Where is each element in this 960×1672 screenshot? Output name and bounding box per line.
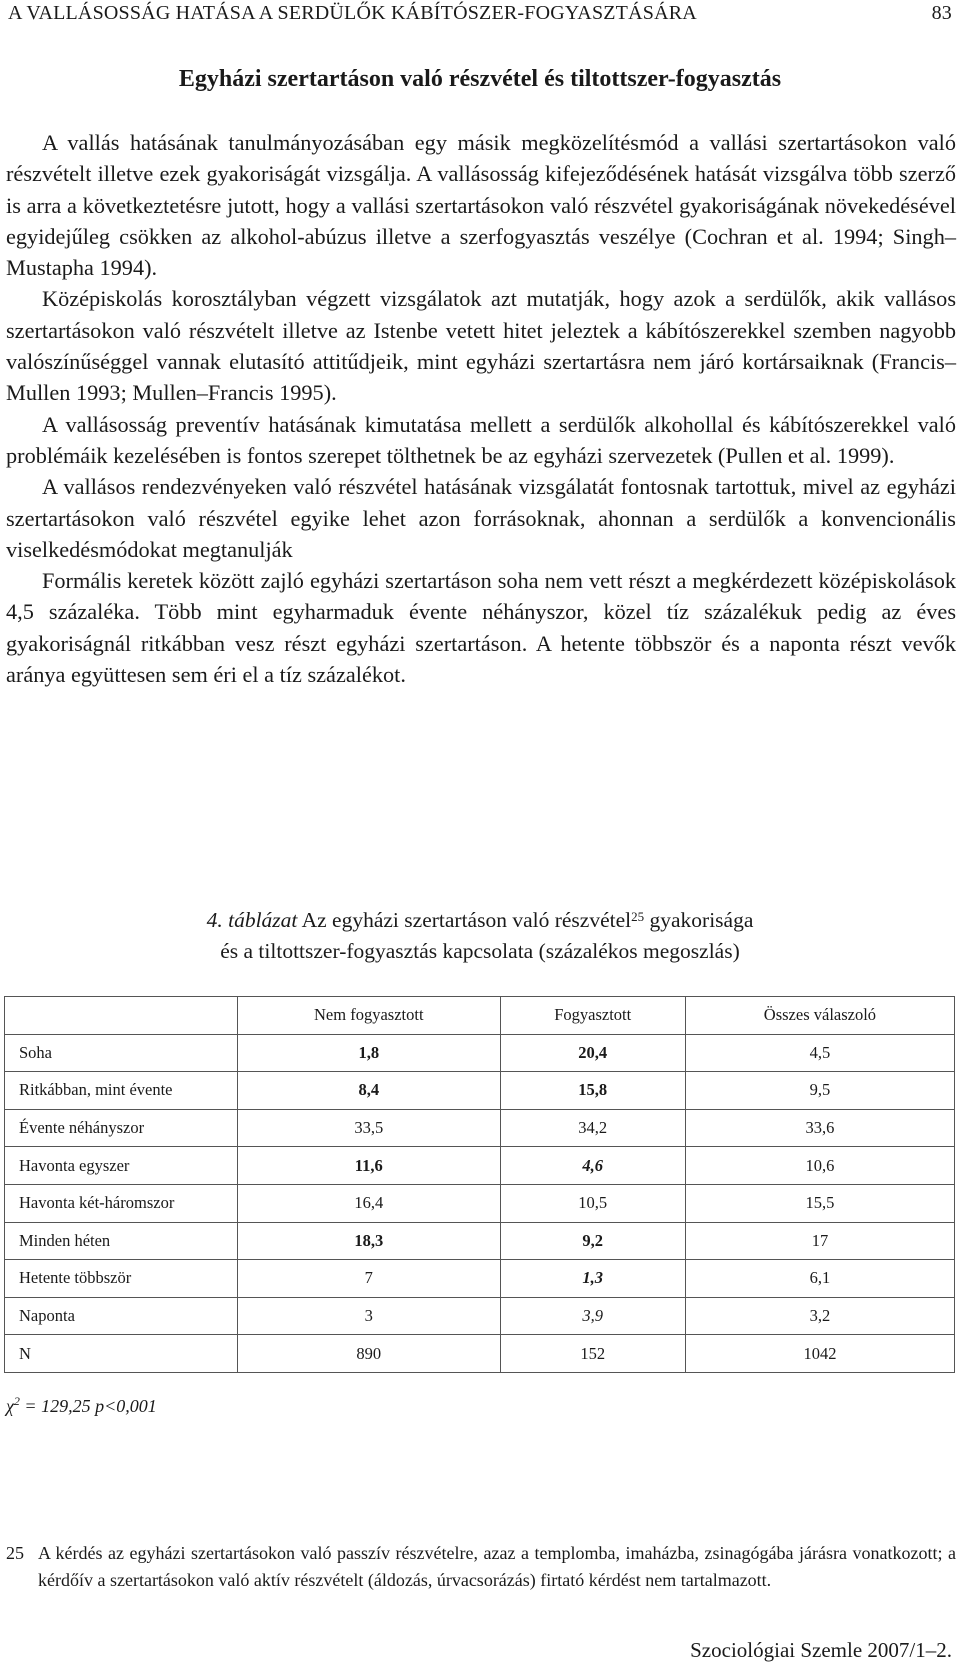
table-cell: 15,8 <box>500 1072 685 1110</box>
table-row <box>5 1147 955 1185</box>
paragraph: Formális keretek között zajló egyházi szertartáson soha nem vett részt a megkérdezett középiskolások 4,5 százaléka. Több mint egyharmaduk évente néhányszor, közel tíz százalékuk pedig az éves gyakoriságnál ritkábban vesz részt egyházi szertartáson. A hetente többször és a naponta részt vevők aránya együttesen sem éri el a tíz százalékot. <box>6 568 956 688</box>
table-header-row <box>5 997 955 1035</box>
table-cell: 4,5 <box>685 1034 954 1072</box>
table-title-end: gyakorisága <box>649 908 754 932</box>
table-cell: 3,9 <box>500 1297 685 1335</box>
table-body <box>5 1034 955 1372</box>
running-title: A VALLÁSOSSÁG HATÁSA A SERDÜLŐK KÁBÍTÓSZER-FOGYASZTÁSÁRA <box>8 2 697 24</box>
table-cell: 18,3 <box>238 1222 501 1260</box>
chi-value: = 129,25 p<0,001 <box>24 1396 157 1416</box>
footnote-number: 25 <box>6 1543 24 1563</box>
footnote-reference: 25 <box>631 909 645 924</box>
table-header-cell: Nem fogyasztott <box>238 997 501 1035</box>
frequency-table <box>4 996 955 1373</box>
body-text <box>6 127 956 690</box>
footnote <box>6 1540 956 1593</box>
table-cell: 15,5 <box>685 1184 954 1222</box>
table-header-cell: Összes válaszoló <box>685 997 954 1035</box>
table-cell: 1,3 <box>500 1260 685 1298</box>
table-caption <box>0 905 960 967</box>
table-cell: 152 <box>500 1335 685 1373</box>
row-label: Minden héten <box>5 1222 238 1260</box>
table-cell: 3 <box>238 1297 501 1335</box>
paragraph: A vallásos rendezvényeken való részvétel hatásának vizsgálatát fontosnak tartottuk, mivel az egyházi szertartásokon való részvétel egyike lehet azon forrásoknak, ahonnan a serdülők a konvencionális viselkedésmódokat megtanulják <box>6 474 956 562</box>
row-label: Havonta egyszer <box>5 1147 238 1185</box>
row-label: Havonta két-háromszor <box>5 1184 238 1222</box>
running-header <box>8 2 952 28</box>
table-cell: 8,4 <box>238 1072 501 1110</box>
journal-footer: Szociológiai Szemle 2007/1–2. <box>690 1638 952 1662</box>
row-label: N <box>5 1335 238 1373</box>
table-header-cell <box>5 997 238 1035</box>
table-cell: 16,4 <box>238 1184 501 1222</box>
table-title: Az egyházi szertartáson való részvétel <box>301 908 632 932</box>
table-row <box>5 1335 955 1373</box>
section-title: Egyházi szertartáson való részvétel és tiltottszer-fogyasztás <box>178 66 782 92</box>
table-cell: 10,5 <box>500 1184 685 1222</box>
chi-square-note <box>6 1394 157 1417</box>
table-row <box>5 1260 955 1298</box>
chi-symbol: χ <box>6 1396 14 1416</box>
table-cell: 33,6 <box>685 1109 954 1147</box>
paragraph: Középiskolás korosztályban végzett vizsgálatok azt mutatják, hogy azok a serdülők, akik vallásos szertartásokon való részvételt illetve az Istenbe vetett hitet jeleztek a kábítószerekkel szemben nagyobb valószínűséggel vannak elutasító attitűdjeik, mint egyházi szertartásra nem járó kortársaiknak (Francis–Mullen 1993; Mullen–Francis 1995). <box>6 286 956 406</box>
row-label: Soha <box>5 1034 238 1072</box>
table-cell: 1042 <box>685 1335 954 1373</box>
paragraph: A vallás hatásának tanulmányozásában egy másik megközelítésmód a vallási szertartásokon való részvételt illetve ezek gyakoriságát vizsgálja. A vallásosság kifejeződésének hatását vizsgálva több szerző is arra a következtetésre jutott, hogy a vallási szertartásokon való részvétel gyakoriságának növekedésével egyidejűleg csökken az alkohol-abúzus illetve a szerfogyasztás veszélye (Cochran et al. 1994; Singh–Mustapha 1994). <box>6 130 956 281</box>
table-row <box>5 1184 955 1222</box>
table-row <box>5 1072 955 1110</box>
table-cell: 34,2 <box>500 1109 685 1147</box>
footnote-text: A kérdés az egyházi szertartásokon való passzív részvételre, azaz a templomba, imaházba, zsinagógába járásra vonatkozott; a kérdőív a szertartásokon való aktív részvételt (áldozás, úrvacsorázás) firtató kérdést nem tartalmazott. <box>38 1543 956 1590</box>
row-label: Naponta <box>5 1297 238 1335</box>
table-cell: 10,6 <box>685 1147 954 1185</box>
table-caption-line-2: és a tiltottszer-fogyasztás kapcsolata (százalékos megoszlás) <box>220 939 740 963</box>
table-header-cell: Fogyasztott <box>500 997 685 1035</box>
table-row <box>5 1222 955 1260</box>
table-label: 4. táblázat <box>206 908 298 932</box>
table-cell: 6,1 <box>685 1260 954 1298</box>
table-cell: 17 <box>685 1222 954 1260</box>
table-cell: 20,4 <box>500 1034 685 1072</box>
table-cell: 1,8 <box>238 1034 501 1072</box>
table-cell: 11,6 <box>238 1147 501 1185</box>
table-caption-line-1 <box>0 905 960 936</box>
table-cell: 9,5 <box>685 1072 954 1110</box>
table-cell: 3,2 <box>685 1297 954 1335</box>
row-label: Hetente többször <box>5 1260 238 1298</box>
row-label: Évente néhányszor <box>5 1109 238 1147</box>
table-cell: 7 <box>238 1260 501 1298</box>
table-cell: 9,2 <box>500 1222 685 1260</box>
paragraph: A vallásosság preventív hatásának kimutatása mellett a serdülők alkohollal és kábítószerekkel való problémáik kezelésében is fontos szerepet tölthetnek be az egyházi szervezetek (Pullen et al. 1999). <box>6 411 956 468</box>
chi-exponent: 2 <box>13 1394 20 1408</box>
row-label: Ritkábban, mint évente <box>5 1072 238 1110</box>
table-row <box>5 1034 955 1072</box>
table-row <box>5 1109 955 1147</box>
table-cell: 890 <box>238 1335 501 1373</box>
table-row <box>5 1297 955 1335</box>
page-number: 83 <box>931 2 952 24</box>
table-cell: 4,6 <box>500 1147 685 1185</box>
table-cell: 33,5 <box>238 1109 501 1147</box>
